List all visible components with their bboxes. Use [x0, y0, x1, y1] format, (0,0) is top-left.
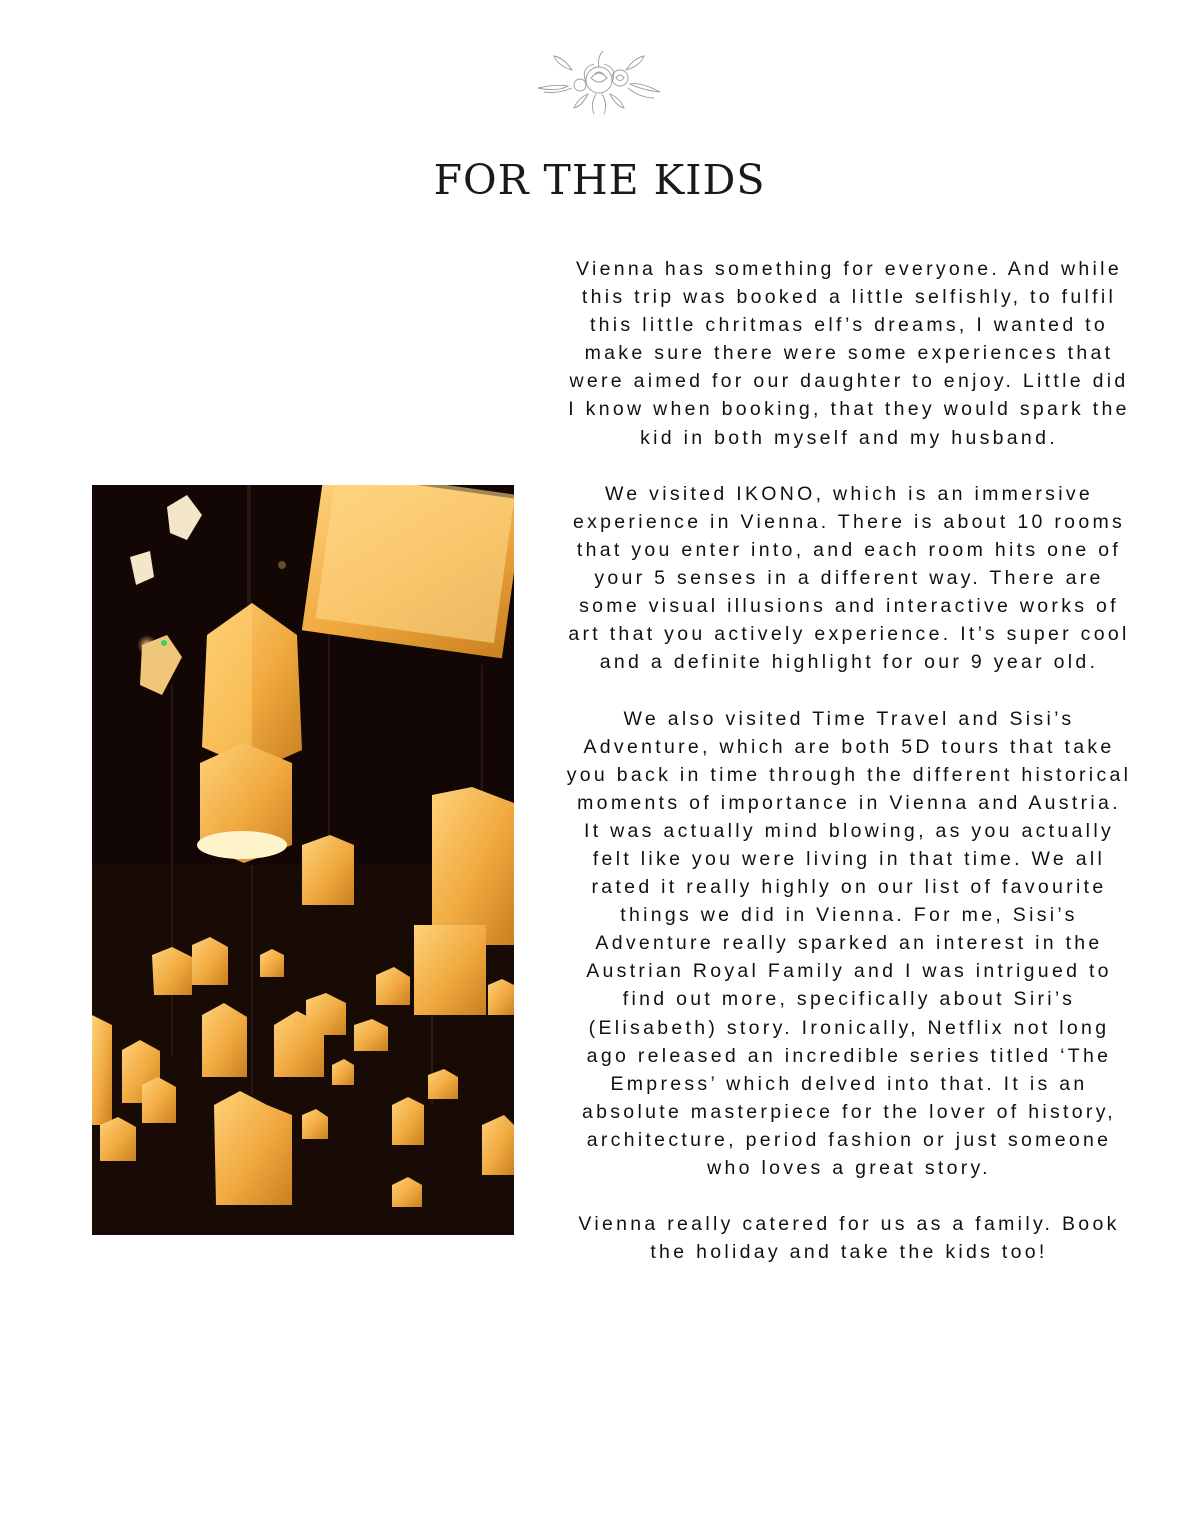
article-paragraph: We visited IKONO, which is an immersive experience in Vienna. There is about 10 rooms that you enter into, and each room hits one of your 5 senses in a different way. There are some visual illusions and interactive works of art that you actively experience. It’s super cool and a definite highlight for our 9 year old. [568, 482, 1130, 674]
article-paragraph: Vienna has something for everyone. And while this trip was booked a little selfishly, to fulfil this little chritmas elf’s dreams, I wanted to make sure there were some experiences that were aimed for our daughter to enjoy. Little did I know when booking, that they would spark the kid in both myself and my husband. [568, 258, 1130, 449]
article-paragraph: We also visited Time Travel and Sisi’s Adventure, which are both 5D tours that take you back in time through the different historical moments of importance in Vienna and Austria. It was actually mind blowing, as you actually felt like you were living in that time. We all rated it really highly on our list of favourite things we did in Vienna. For me, Sisi’s Adventure really sparked an interest in the Austrian Royal Family and I was intrigued to find out more, specifically about Siri’s (Elisabeth) story. Ironically, Netflix not long ago released an incredible series titled ‘The Empress’ which delved into that. It is an absolute masterpiece for the lover of history, architecture, period fashion or just someone who loves a great story. [566, 707, 1132, 1179]
article-paragraph: Vienna really catered for us as a family. Book the holiday and take the kids too! [578, 1213, 1120, 1264]
article-body [565, 255, 1133, 1266]
lanterns-photo [92, 485, 514, 1235]
page-title: FOR THE KIDS [433, 156, 766, 204]
floral-ornament-icon [536, 48, 662, 118]
